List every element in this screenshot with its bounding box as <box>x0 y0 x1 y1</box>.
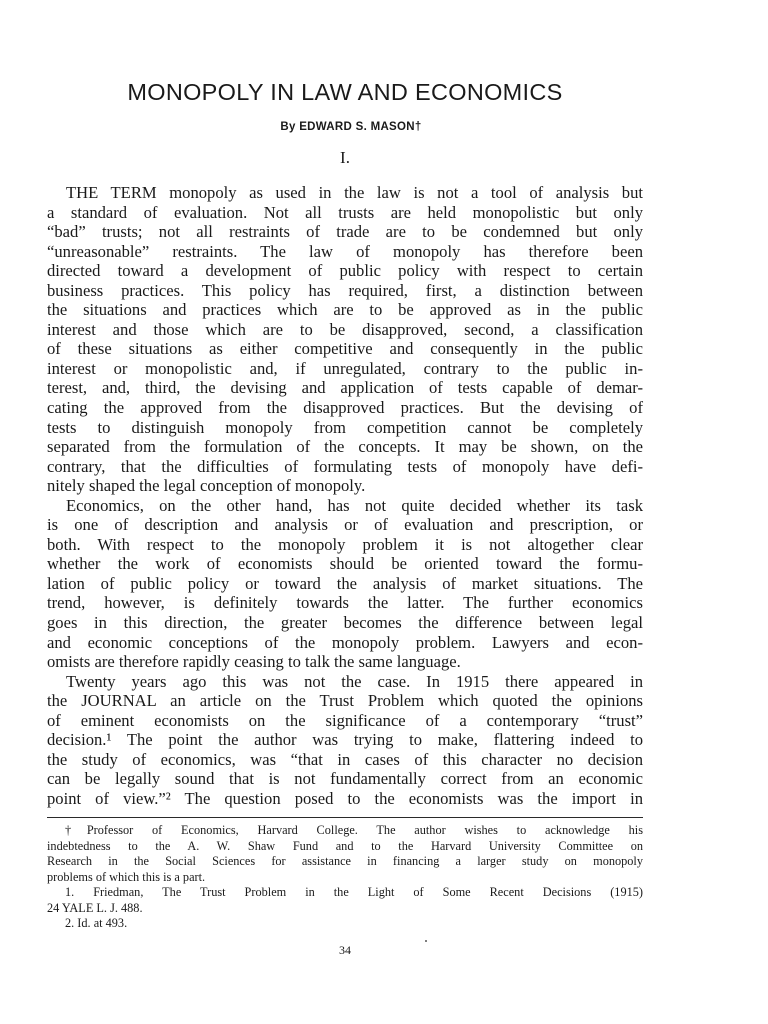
body-line: separated from the formulation of the concepts. It may be shown, on the <box>47 437 643 457</box>
body-line: the JOURNAL an article on the Trust Problem which quoted the opinions <box>47 691 643 711</box>
footnote-line: Research in the Social Sciences for assistance in financing a larger study on monopoly <box>47 854 643 868</box>
body-line: tests to distinguish monopoly from competition cannot be completely <box>47 417 643 437</box>
body-line: interest or monopolistic and, if unregulated, contrary to the public in- <box>47 358 643 378</box>
body-line: decision.¹ The point the author was trying to make, flattering indeed to <box>47 730 643 750</box>
body-line: Twenty years ago this was not the case. In 1915 there appeared in <box>66 671 643 691</box>
body-line: business practices. This policy has required, first, a distinction between <box>47 280 643 300</box>
body-line: the situations and practices which are to be approved as in the public <box>47 300 643 320</box>
article-title: MONOPOLY IN LAW AND ECONOMICS <box>127 79 563 105</box>
body-line: and economic conceptions of the monopoly problem. Lawyers and econ- <box>47 632 643 652</box>
page-number: 34 <box>339 943 351 957</box>
body-line: Economics, on the other hand, has not quite decided whether its task <box>66 495 643 515</box>
body-line: the study of economics, was “that in cases of this character no decision <box>47 749 643 769</box>
body-line: omists are therefore rapidly ceasing to talk the same language. <box>47 652 461 672</box>
body-line: of eminent economists on the significance of a contemporary “trust” <box>47 710 643 730</box>
body-line: goes in this direction, the greater becomes the difference between legal <box>47 613 643 633</box>
footnote-line: †Professor of Economics, Harvard College. The author wishes to acknowledge his <box>65 823 643 837</box>
body-line: can be legally sound that is not fundamentally correct from an economic <box>47 769 643 789</box>
body-line: contrary, that the difficulties of formulating tests of monopoly have defi- <box>47 456 643 476</box>
scan-speck <box>425 940 427 942</box>
body-text <box>47 183 643 809</box>
body-line: point of view.”² The question posed to the economists was the import in <box>47 788 643 808</box>
body-line: trend, however, is definitely towards the latter. The further economics <box>47 593 643 613</box>
footnote-line: 1. Friedman, The Trust Problem in the Light of Some Recent Decisions (1915) <box>65 885 643 899</box>
footnote-line: 24 YALE L. J. 488. <box>47 900 143 915</box>
body-line: lation of public policy or toward the analysis of market situations. The <box>47 573 643 593</box>
footnotes <box>47 823 643 932</box>
body-line: of these situations as either competitive and consequently in the public <box>47 339 643 359</box>
body-line: whether the work of economists should be oriented toward the formu- <box>47 554 643 574</box>
body-line: “bad” trusts; not all restraints of trade are to be condemned but only <box>47 222 643 242</box>
body-line: is one of description and analysis or of evaluation and prescription, or <box>47 515 643 535</box>
body-line: THE TERM monopoly as used in the law is not a tool of analysis but <box>66 183 643 202</box>
body-line: a standard of evaluation. Not all trusts are held monopolistic but only <box>47 202 643 222</box>
body-line: “unreasonable” restraints. The law of monopoly has therefore been <box>47 241 643 261</box>
body-line: terest, and, third, the devising and application of tests capable of demar- <box>47 378 643 398</box>
footnote-line: 2. Id. at 493. <box>65 916 128 930</box>
footnote-divider <box>47 817 643 818</box>
body-line: nitely shaped the legal conception of monopoly. <box>47 476 366 496</box>
body-line: interest and those which are to be disapproved, second, a classification <box>47 319 643 339</box>
footnote-line: problems of which this is a part. <box>47 869 206 884</box>
author-byline: By EDWARD S. MASON† <box>280 121 422 133</box>
body-line: directed toward a development of public policy with respect to certain <box>47 261 643 281</box>
footnote-line: indebtedness to the A. W. Shaw Fund and to the Harvard University Committee on <box>47 838 643 853</box>
body-line: cating the approved from the disapproved practices. But the devising of <box>47 398 643 418</box>
section-heading: I. <box>340 148 350 167</box>
body-line: both. With respect to the monopoly problem it is not altogether clear <box>47 534 643 554</box>
